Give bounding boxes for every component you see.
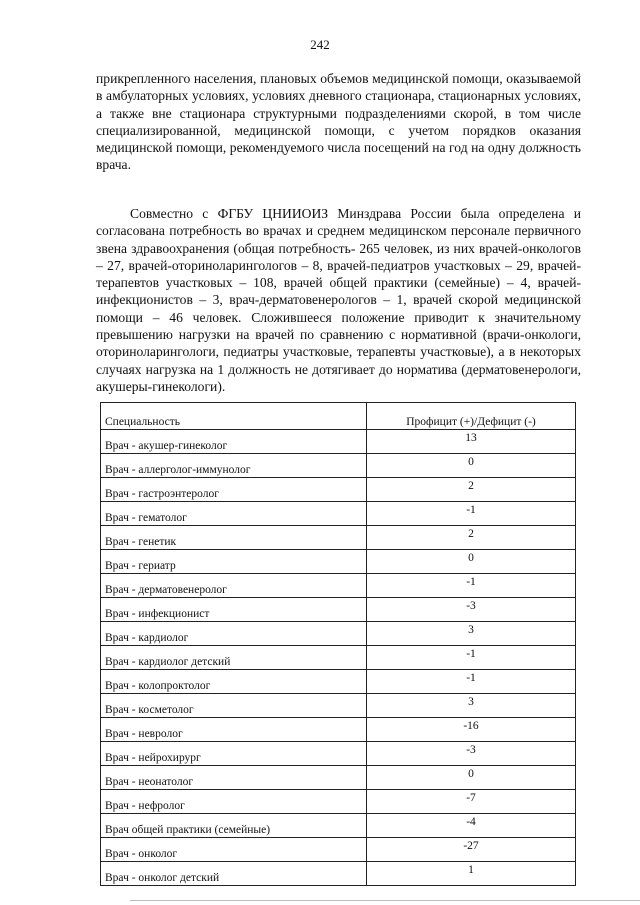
table-row — [101, 550, 576, 574]
specialty-cell: Врач - генетик — [101, 526, 367, 550]
specialty-cell: Врач - гастроэнтеролог — [101, 478, 367, 502]
paragraph-1: прикрепленного населения, плановых объемов медицинской помощи, оказываемой в амбулаторных условиях, условиях дневного стационара, стационарных условиях, а также вне стационара структурными подразделениями скорой, в том числе специализированной, медицинской помощи, с учетом порядков оказания медицинской помощи, рекомендуемого числа посещений на год на одну должность врача. — [96, 71, 581, 173]
value-cell: 0 — [367, 454, 576, 478]
value-cell: -27 — [367, 838, 576, 862]
table-header-row — [101, 403, 576, 430]
table-row — [101, 742, 576, 766]
specialty-cell: Врач - нефролог — [101, 790, 367, 814]
page-number: 242 — [310, 37, 330, 52]
value-cell: -7 — [367, 790, 576, 814]
specialty-cell: Врач - акушер-гинеколог — [101, 430, 367, 454]
value-cell: 2 — [367, 478, 576, 502]
table-row — [101, 862, 576, 886]
specialty-cell: Врач - гериатр — [101, 550, 367, 574]
specialty-cell: Врач - косметолог — [101, 694, 367, 718]
header-specialty: Специальность — [101, 403, 367, 430]
value-cell: 0 — [367, 766, 576, 790]
specialty-cell: Врач - колопроктолог — [101, 670, 367, 694]
table-row — [101, 838, 576, 862]
value-cell: -16 — [367, 718, 576, 742]
value-cell: -3 — [367, 598, 576, 622]
table-row — [101, 670, 576, 694]
table-row — [101, 694, 576, 718]
table-row — [101, 622, 576, 646]
specialty-cell: Врач - гематолог — [101, 502, 367, 526]
page-bottom-rule — [130, 900, 640, 901]
table-row — [101, 718, 576, 742]
table-row — [101, 646, 576, 670]
table-row — [101, 574, 576, 598]
value-cell: 1 — [367, 862, 576, 886]
table-row — [101, 454, 576, 478]
table-row — [101, 766, 576, 790]
specialty-cell: Врач - неонатолог — [101, 766, 367, 790]
specialty-cell: Врач - невролог — [101, 718, 367, 742]
table-row — [101, 814, 576, 838]
specialty-cell: Врач - нейрохирург — [101, 742, 367, 766]
table-row — [101, 430, 576, 454]
specialty-cell: Врач - онколог — [101, 838, 367, 862]
value-cell: 13 — [367, 430, 576, 454]
value-cell: -3 — [367, 742, 576, 766]
table-row — [101, 526, 576, 550]
value-cell: -1 — [367, 574, 576, 598]
value-cell: -1 — [367, 502, 576, 526]
value-cell: 3 — [367, 622, 576, 646]
specialty-cell: Врач - дерматовенеролог — [101, 574, 367, 598]
table-row — [101, 478, 576, 502]
specialty-cell: Врач - кардиолог детский — [101, 646, 367, 670]
table-row — [101, 790, 576, 814]
specialty-cell: Врач - инфекционист — [101, 598, 367, 622]
specialty-balance-table — [100, 402, 576, 886]
value-cell: -4 — [367, 814, 576, 838]
header-balance: Профицит (+)/Дефицит (-) — [367, 403, 576, 430]
value-cell: 3 — [367, 694, 576, 718]
specialty-cell: Врач - кардиолог — [101, 622, 367, 646]
value-cell: -1 — [367, 670, 576, 694]
paragraph-2: Совместно с ФГБУ ЦНИИОИЗ Минздрава России была определена и согласована потребность во врачах и среднем медицинском персонале первичного звена здравоохранения (общая потребность- 265 человек, из них врачей-онкологов – 27, врачей-оториноларингологов – 8, врачей-педиатров участковых – 29, врачей-терапевтов участковых – 108, врачей общей практики (семейные) – 4, врачей-инфекционистов – 3, врач-дерматовенерологов – 1, врачей скорой медицинской помощи – 46 человек. Сложившееся положение приводит к значительному превышению нагрузки на врачей по сравнению с нормативной (врачи-онкологи, оториноларингологи, педиатры участковые, терапевты участковые), а в некоторых случаях нагрузка на 1 должность не дотягивает до норматива (дерматовенерологи, акушеры-гинекологи). — [96, 206, 581, 394]
value-cell: 0 — [367, 550, 576, 574]
specialty-cell: Врач общей практики (семейные) — [101, 814, 367, 838]
table-row — [101, 598, 576, 622]
value-cell: -1 — [367, 646, 576, 670]
value-cell: 2 — [367, 526, 576, 550]
specialty-cell: Врач - онколог детский — [101, 862, 367, 886]
table-row — [101, 502, 576, 526]
specialty-cell: Врач - аллерголог-иммунолог — [101, 454, 367, 478]
